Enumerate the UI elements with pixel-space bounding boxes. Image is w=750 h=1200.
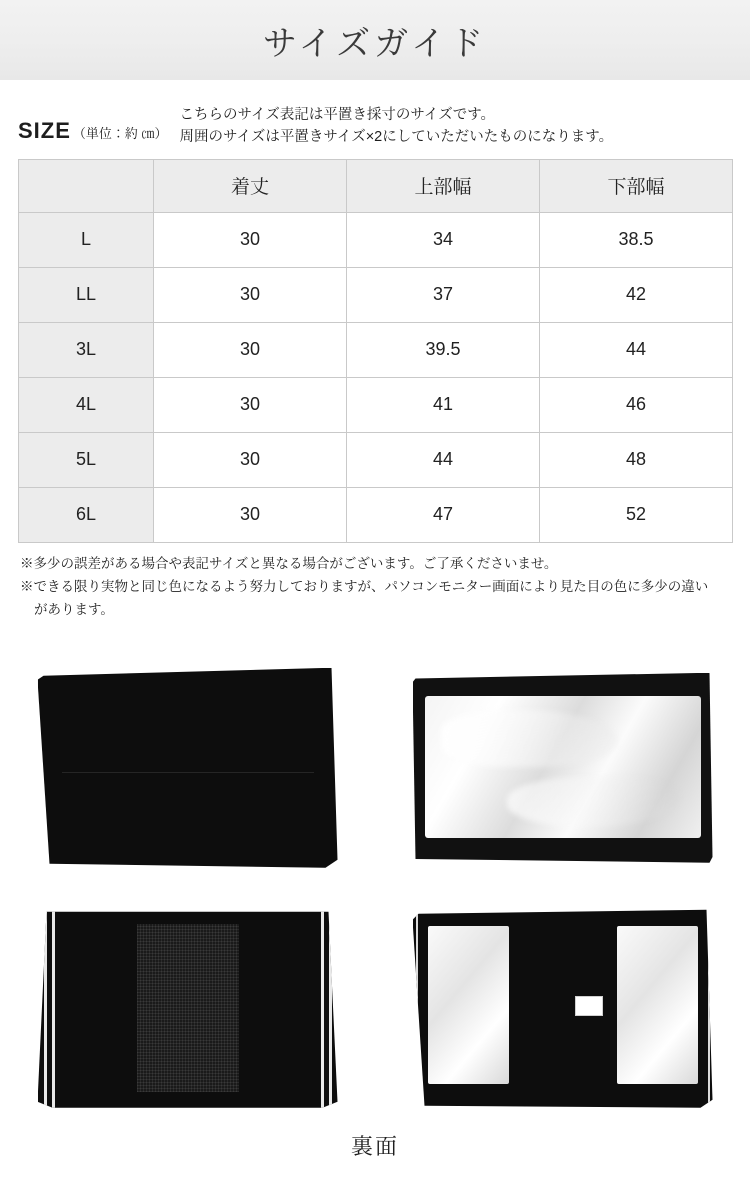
page-title: サイズガイド xyxy=(262,24,488,63)
size-table-head xyxy=(19,159,733,212)
inside-silver-panel-right xyxy=(617,926,698,1084)
side-stripe-left-outer xyxy=(44,908,47,1108)
cell-lower-width: 52 xyxy=(540,487,733,542)
cell-length: 30 xyxy=(154,322,347,377)
cell-upper-width: 34 xyxy=(347,212,540,267)
mesh-panel xyxy=(137,924,239,1092)
care-label-tag xyxy=(575,996,603,1016)
disclaimer-note-2-cont xyxy=(20,599,730,622)
product-photo-front-black xyxy=(0,648,375,888)
inside-edge-stripe-left xyxy=(416,908,418,1108)
cell-upper-width: 39.5 xyxy=(347,322,540,377)
cell-length: 30 xyxy=(154,212,347,267)
column-header-upper-width: 上部幅 xyxy=(347,159,540,212)
column-header-lower-width: 下部幅 xyxy=(540,159,733,212)
side-stripe-right-outer xyxy=(329,908,332,1108)
product-photo-back-mesh xyxy=(0,888,375,1128)
size-heading-row xyxy=(0,80,750,159)
product-photo-inside-out xyxy=(375,888,750,1128)
size-label-group xyxy=(18,104,168,144)
table-row xyxy=(19,432,733,487)
waist-band-inside-graphic xyxy=(413,908,713,1108)
disclaimer-note-2: ※できる限り実物と同じ色になるよう努力しておりますが、パソコンモニター画面により見た目の色に多少の違い xyxy=(20,578,709,594)
cell-upper-width: 44 xyxy=(347,432,540,487)
size-unit-label: （単位：約 ㎝） xyxy=(72,126,168,141)
disclaimer-note-1: ※多少の誤差がある場合や表記サイズと異なる場合がございます。ご了承くださいませ。 xyxy=(20,555,558,571)
row-header-size: 5L xyxy=(19,432,154,487)
disclaimer-note-2-cont-text: があります。 xyxy=(34,601,114,617)
cell-length: 30 xyxy=(154,267,347,322)
table-corner-cell xyxy=(19,159,154,212)
cell-upper-width: 41 xyxy=(347,377,540,432)
waist-band-silver-graphic xyxy=(413,673,713,863)
cell-length: 30 xyxy=(154,432,347,487)
table-row xyxy=(19,322,733,377)
table-header-row xyxy=(19,159,733,212)
cell-length: 30 xyxy=(154,487,347,542)
inside-silver-panel-left xyxy=(428,926,509,1084)
cell-lower-width: 48 xyxy=(540,432,733,487)
size-table xyxy=(18,159,733,543)
size-table-wrapper xyxy=(0,159,750,543)
photo-caption: 裏面 xyxy=(350,1133,399,1159)
product-photo-silver-lining xyxy=(375,648,750,888)
table-row xyxy=(19,212,733,267)
size-table-body xyxy=(19,212,733,542)
row-header-size: LL xyxy=(19,267,154,322)
page-header-banner xyxy=(0,0,750,80)
cell-lower-width: 38.5 xyxy=(540,212,733,267)
row-header-size: L xyxy=(19,212,154,267)
row-header-size: 4L xyxy=(19,377,154,432)
waist-band-back-graphic xyxy=(38,908,338,1108)
table-row xyxy=(19,487,733,542)
product-photo-grid xyxy=(0,648,750,1128)
cell-lower-width: 46 xyxy=(540,377,733,432)
column-header-length: 着丈 xyxy=(154,159,347,212)
silver-lining-surface xyxy=(425,696,701,839)
side-stripe-left-inner xyxy=(52,908,55,1108)
cell-upper-width: 47 xyxy=(347,487,540,542)
size-measure-note-line1: こちらのサイズ表記は平置き採寸のサイズです。 xyxy=(179,107,496,123)
row-header-size: 6L xyxy=(19,487,154,542)
photo-caption-row xyxy=(0,1130,750,1161)
cell-length: 30 xyxy=(154,377,347,432)
cell-lower-width: 44 xyxy=(540,322,733,377)
size-measure-note-line2: 周囲のサイズは平置きサイズ×2にしていただいたものになります。 xyxy=(179,129,614,146)
size-measure-note xyxy=(180,104,614,149)
size-label: SIZE xyxy=(18,118,71,143)
side-stripe-right-inner xyxy=(321,908,324,1108)
table-row xyxy=(19,267,733,322)
table-row xyxy=(19,377,733,432)
inside-edge-stripe-right xyxy=(708,908,710,1108)
disclaimer-notes xyxy=(0,543,750,622)
cell-upper-width: 37 xyxy=(347,267,540,322)
cell-lower-width: 42 xyxy=(540,267,733,322)
row-header-size: 3L xyxy=(19,322,154,377)
waist-band-front-graphic xyxy=(38,668,338,868)
